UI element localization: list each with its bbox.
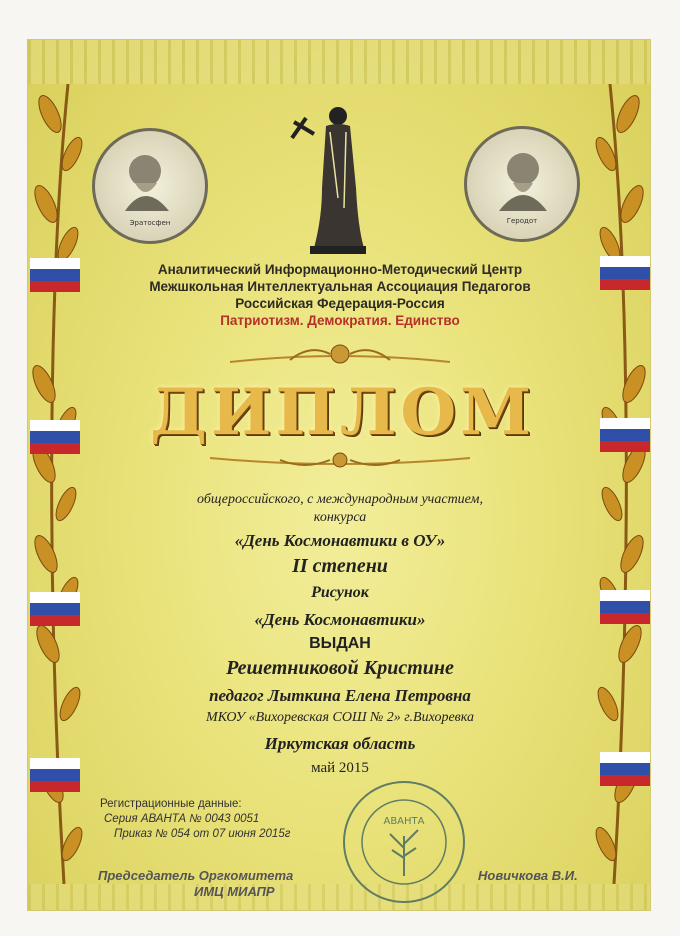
muse-statue-icon	[286, 98, 386, 258]
work-title: «День Космонавтики»	[254, 610, 426, 629]
degree: II степени	[292, 555, 388, 577]
org-country-line: Российская Федерация-Россия	[235, 296, 445, 311]
org-name-line: Аналитический Информационно-Методический Центр	[157, 262, 523, 277]
issue-date: май 2015	[311, 760, 369, 776]
ornament-border-bottom	[28, 884, 650, 910]
russian-flag-ribbon-icon	[600, 256, 650, 290]
org-name-line: Межшкольная Интеллектуальная Ассоциация Педагогов	[149, 279, 531, 294]
russian-flag-ribbon-icon	[30, 258, 80, 292]
ornament-bottom-icon	[210, 448, 470, 472]
category: Рисунок	[311, 584, 369, 601]
contest-name: «День Космонавтики в ОУ»	[234, 531, 446, 550]
ornament-border-top	[28, 40, 650, 84]
recipient-name: Решетниковой Кристине	[226, 657, 454, 679]
teacher-name: педагог Лыткина Елена Петровна	[209, 686, 471, 705]
ornament-top-icon	[230, 340, 450, 370]
contest-label: конкурса	[313, 510, 367, 525]
medal-eratosthenes	[92, 128, 208, 244]
medal-caption: Геродот	[506, 217, 538, 225]
chair-title: Председатель Оргкомитета	[98, 868, 294, 883]
registration-series: Серия АВАНТА № 0043 0051	[104, 813, 260, 825]
official-stamp-icon	[340, 778, 468, 906]
region: Иркутская область	[264, 734, 416, 753]
signer-name: Новичкова В.И.	[478, 868, 578, 883]
registration-label: Регистрационные данные:	[100, 798, 242, 810]
russian-flag-ribbon-icon	[30, 420, 80, 454]
russian-flag-ribbon-icon	[600, 418, 650, 452]
medal-caption: Эратосфен	[129, 219, 171, 227]
contest-description: общероссийского, с международным участием,	[197, 492, 483, 507]
school-name: МКОУ «Вихоревская СОШ № 2» г.Вихоревка	[206, 710, 474, 725]
issued-label: ВЫДАН	[309, 635, 371, 652]
chair-organization: ИМЦ МИАПР	[194, 884, 275, 899]
motto: Патриотизм. Демократия. Единство	[220, 313, 460, 328]
stamp-center-text: АВАНТА	[383, 816, 425, 827]
medal-herodotus	[464, 126, 580, 242]
diploma-title: ДИПЛОМ	[150, 375, 535, 450]
registration-order: Приказ № 054 от 07 июня 2015г	[114, 828, 291, 840]
